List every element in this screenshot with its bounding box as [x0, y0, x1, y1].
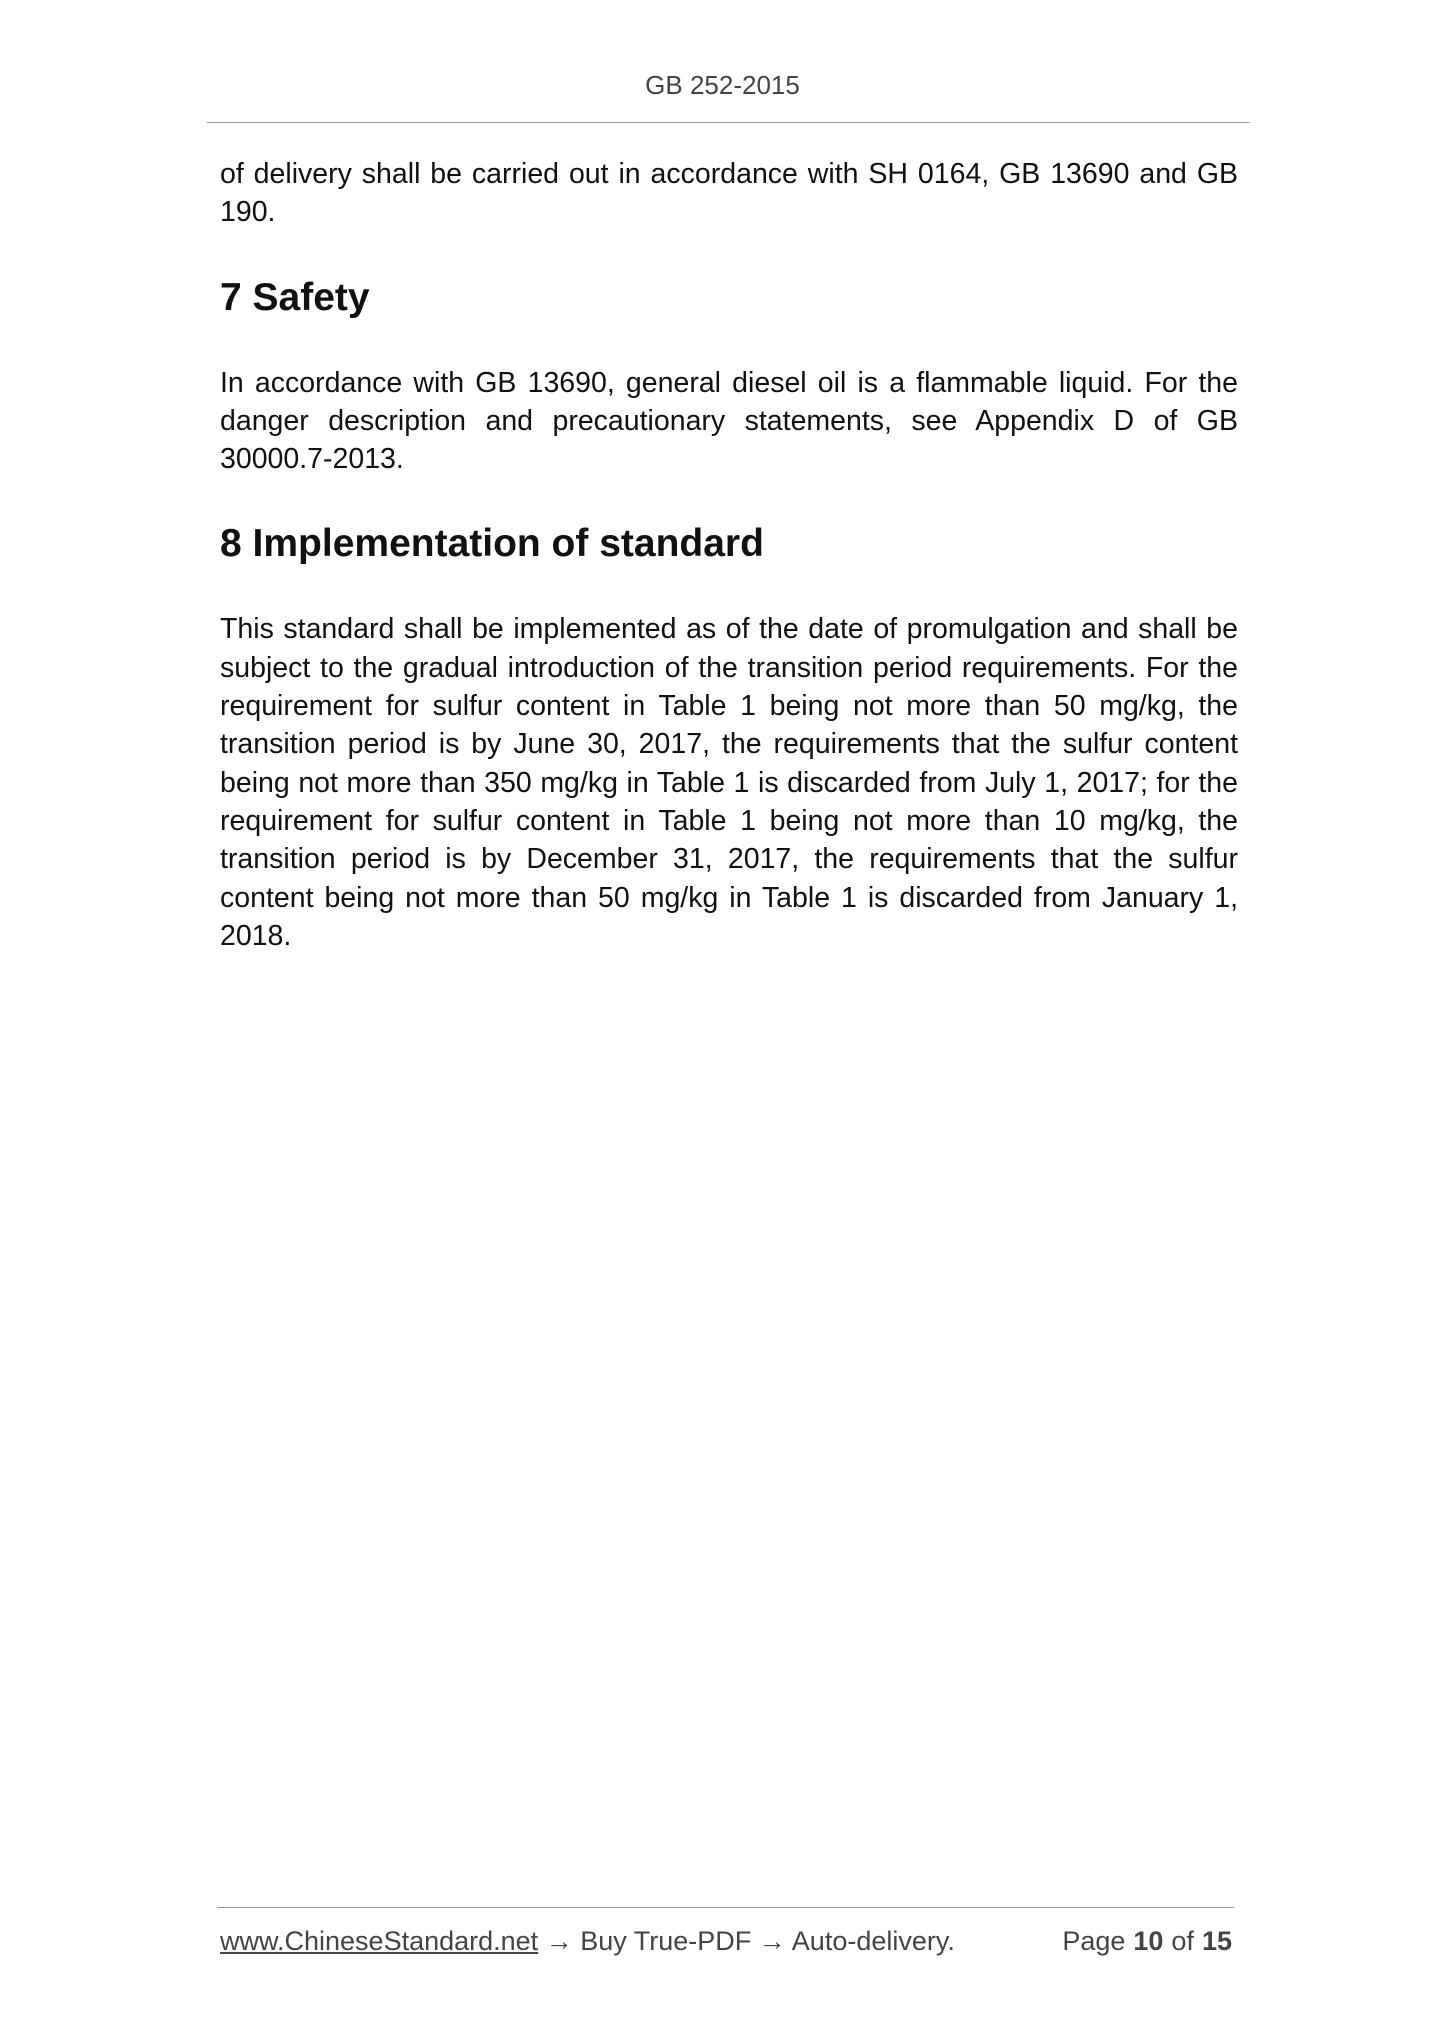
page-header-title: GB 252-2015 — [645, 70, 800, 100]
page-footer — [220, 1926, 1232, 1966]
buy-text: Buy True-PDF — [580, 1926, 752, 1956]
auto-delivery-text: Auto-delivery. — [791, 1926, 955, 1956]
footer-divider — [217, 1907, 1234, 1908]
page-label: Page — [1062, 1926, 1126, 1956]
page-total: 15 — [1201, 1926, 1232, 1956]
section-7-heading: 7 Safety — [220, 275, 370, 319]
document-body — [220, 155, 1238, 955]
arrow-icon: → — [758, 1926, 786, 1956]
continued-paragraph: of delivery shall be carried out in accordance with SH 0164, GB 13690 and GB 190. — [220, 158, 1238, 229]
section-7-paragraph: In accordance with GB 13690, general diesel oil is a flammable liquid. For the danger description and precautionary statements, see Appendix D of GB 30000.7-2013. — [220, 366, 1238, 476]
page-number — [1062, 1926, 1232, 1957]
header-divider — [207, 122, 1250, 123]
of-label: of — [1171, 1926, 1194, 1956]
website-link[interactable]: www.ChineseStandard.net — [220, 1926, 539, 1956]
footer-promo — [220, 1926, 955, 1957]
arrow-icon: → — [545, 1926, 573, 1956]
section-8-paragraph: This standard shall be implemented as of the date of promulgation and shall be subject to the gradual introduction of the transition period requirements. For the requirement for sulfur content in Table 1 being not more than 50 mg/kg, the transition period is by June 30, 2017, the requirements that the sulfur content being not more than 350 mg/kg in Table 1 is discarded from July 1, 2017; for the requirement for sulfur content in Table 1 being not more than 10 mg/kg, the transition period is by December 31, 2017, the requirements that the sulfur content being not more than 50 mg/kg in Table 1 is discarded from January 1, 2018. — [220, 613, 1238, 952]
section-8-heading: 8 Implementation of standard — [220, 522, 764, 566]
page-current: 10 — [1133, 1926, 1164, 1956]
